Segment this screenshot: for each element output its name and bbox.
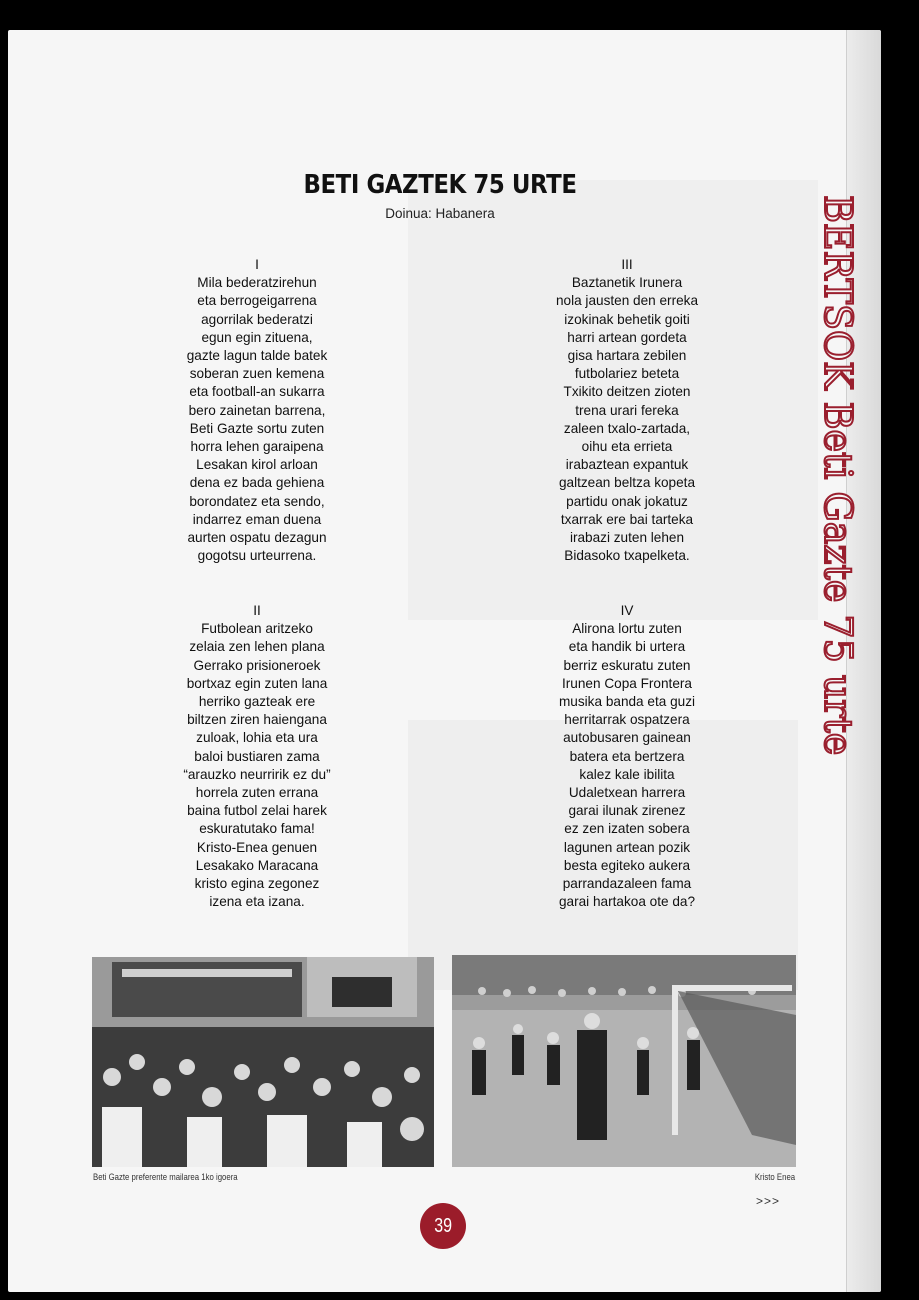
page-subtitle: Doinua: Habanera: [385, 206, 495, 221]
verse-number: I: [255, 257, 259, 272]
verse-line: gogotsu urteurrena.: [197, 548, 317, 564]
verse-line: Udaletxean harrera: [568, 785, 686, 801]
verse-line: biltzen ziren haiengana: [187, 712, 327, 728]
verse-line: Bidasoko txapelketa.: [564, 548, 690, 564]
verse-2: [150, 602, 364, 911]
verse-lines: [520, 274, 734, 565]
verse-line: Lesakako Maracana: [195, 857, 319, 873]
verse-line: soberan zuen kemena: [189, 366, 325, 382]
verse-line: gisa hartara zebilen: [567, 348, 687, 364]
verse-line: Irunen Copa Frontera: [562, 675, 692, 691]
verse-line: trena urari fereka: [575, 402, 679, 418]
verse-line: Txikito deitzen zioten: [563, 384, 691, 400]
verse-line: gazte lagun talde batek: [186, 348, 328, 364]
verse-line: zelaia zen lehen plana: [189, 639, 325, 655]
verse-lines: [520, 620, 734, 911]
verse-line: borondatez eta sendo,: [189, 493, 325, 509]
verse-line: egun egin zituena,: [201, 329, 313, 345]
verse-line: futbolariez beteta: [574, 366, 680, 382]
verse-line: irabaztean expantuk: [565, 457, 689, 473]
verse-line: horra lehen garaipena: [190, 439, 324, 455]
verse-line: eskuratutako fama!: [199, 821, 315, 837]
verse-line: dena ez bada gehiena: [189, 475, 325, 491]
verse-line: aurten ospatu dezagun: [187, 530, 327, 546]
crowd-photo-image: [92, 957, 434, 1167]
verse-3: [520, 256, 734, 565]
verse-line: musika banda eta guzi: [558, 694, 696, 710]
verse-line: batera eta bertzera: [569, 748, 685, 764]
verse-line: indarrez eman duena: [192, 511, 322, 527]
page-title: BETI GAZTEK 75 URTE: [303, 170, 577, 200]
verse-line: agorrilak bederatzi: [201, 311, 313, 327]
photo-caption-right: Kristo Enea: [754, 1172, 795, 1183]
verse-line: eta handik bi urtera: [568, 639, 686, 655]
photo-crowd-celebration: [92, 957, 434, 1167]
verse-line: Futbolean aritzeko: [201, 621, 313, 637]
verse-line: bero zainetan barrena,: [188, 402, 326, 418]
verse-line: nola jausten den erreka: [555, 293, 699, 309]
verse-line: harri artean gordeta: [567, 329, 687, 345]
verse-line: eta football-an sukarra: [189, 384, 325, 400]
verse-line: izena eta izana.: [209, 894, 305, 910]
side-title-text: BERTSOK Beti Gazte 75 urte: [816, 195, 860, 756]
verse-line: eta berrogeigarrena: [197, 293, 317, 309]
verse-line: lagunen artean pozik: [563, 839, 691, 855]
verse-line: kristo egina zegonez: [194, 876, 320, 892]
verse-line: Kristo-Enea genuen: [196, 839, 318, 855]
vertical-side-title: [810, 195, 870, 756]
verse-line: parrandazaleen fama: [562, 876, 692, 892]
page-number-badge: [420, 1203, 466, 1249]
verse-line: baina futbol zelai harek: [187, 803, 327, 819]
continue-marker: >>>: [756, 1194, 781, 1208]
photo-caption-left: Beti Gazte preferente mailarea 1ko igoera: [93, 1172, 238, 1183]
verse-line: bortxaz egin zuten lana: [186, 675, 328, 691]
verse-line: ez zen izaten sobera: [564, 821, 690, 837]
verse-number: III: [621, 257, 633, 272]
verse-line: partidu onak jokatuz: [566, 493, 688, 509]
football-photo-image: [452, 955, 796, 1167]
verse-line: zuloak, lohia eta ura: [196, 730, 318, 746]
verse-line: Baztanetik Irunera: [571, 275, 683, 291]
verse-line: besta egiteko aukera: [563, 857, 691, 873]
verse-1: [150, 256, 364, 565]
verse-number: IV: [620, 603, 634, 618]
verse-line: zaleen txalo-zartada,: [563, 420, 691, 436]
verse-line: garai ilunak zirenez: [568, 803, 686, 819]
verse-line: Mila bederatzirehun: [197, 275, 317, 291]
verse-line: Alirona lortu zuten: [572, 621, 682, 637]
verse-line: Beti Gazte sortu zuten: [189, 420, 325, 436]
verse-line: garai hartakoa ote da?: [558, 894, 696, 910]
verse-number: II: [253, 603, 261, 618]
verse-line: berriz eskuratu zuten: [563, 657, 691, 673]
verse-line: horrela zuten errana: [195, 785, 319, 801]
verse-line: kalez kale ibilita: [579, 766, 675, 782]
verse-line: izokinak behetik goiti: [564, 311, 690, 327]
verse-lines: [150, 620, 364, 911]
verse-line: Gerrako prisioneroek: [193, 657, 321, 673]
verse-line: “arauzko neurririk ez du”: [183, 766, 331, 782]
verse-line: oihu eta errieta: [581, 439, 673, 455]
verse-line: txarrak ere bai tarteka: [560, 511, 694, 527]
verse-line: Lesakan kirol arloan: [196, 457, 318, 473]
verse-line: herriko gazteak ere: [198, 694, 316, 710]
photo-football-match: [452, 955, 796, 1167]
verse-4: [520, 602, 734, 911]
verse-line: herritarrak ospatzera: [564, 712, 690, 728]
verse-line: autobusaren gainean: [563, 730, 691, 746]
page-number: 39: [434, 1215, 452, 1237]
verse-lines: [150, 274, 364, 565]
verse-line: baloi bustiaren zama: [194, 748, 320, 764]
verse-line: irabazi zuten lehen: [569, 530, 685, 546]
verse-line: galtzean beltza kopeta: [558, 475, 696, 491]
